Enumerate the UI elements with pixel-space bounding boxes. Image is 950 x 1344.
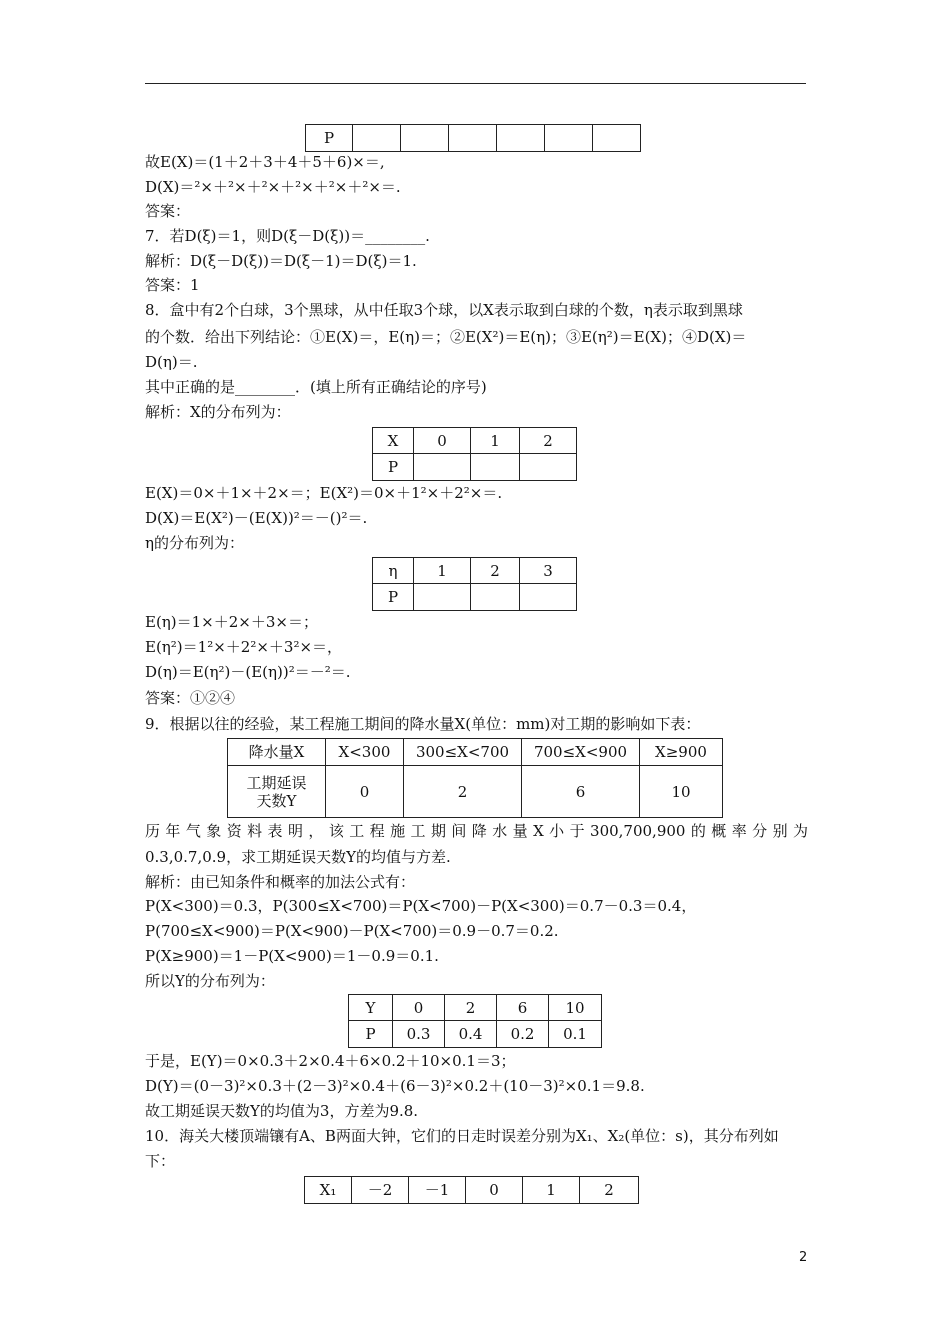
table-cell: 10: [549, 995, 602, 1021]
text-line: P(700≤X<900)＝P(X<900)－P(X<700)＝0.9－0.7＝0.2.: [145, 922, 559, 940]
table-cell: 0.1: [549, 1021, 602, 1048]
table-cell: 0: [466, 1177, 523, 1204]
table-cell: 0.2: [497, 1021, 549, 1048]
table-cell: 0: [393, 995, 445, 1021]
table-cell: [471, 454, 520, 481]
table-cell: [497, 125, 545, 152]
question-9: 9．根据以往的经验，某工程施工期间的降水量X(单位：mm)对工期的影响如下表：: [145, 715, 701, 733]
table-cell: P: [306, 125, 353, 152]
answer-7: 答案：1: [145, 276, 200, 294]
table-x1-distribution: [304, 1176, 639, 1204]
row-label-line-1: 工期延误: [246, 773, 307, 792]
text-line: 解析：D(ξ－D(ξ))＝D(ξ－1)＝D(ξ)＝1.: [145, 252, 417, 270]
table-cell: 6: [522, 766, 640, 818]
answer-8: 答案：①②④: [145, 689, 236, 707]
question-7: 7．若D(ξ)＝1，则D(ξ－D(ξ))＝________.: [145, 227, 430, 245]
table-cell: 10: [640, 766, 723, 818]
table-cell: [593, 125, 641, 152]
table-cell: 6: [497, 995, 549, 1021]
table-cell: 0: [414, 428, 471, 454]
table-cell: 1: [414, 558, 471, 584]
header-rule: [145, 83, 806, 84]
table-cell: [545, 125, 593, 152]
table-cell: 2: [445, 995, 497, 1021]
text-line: D(η)＝E(η²)－(E(η))²＝－²＝.: [145, 663, 351, 681]
table-cell: 2: [471, 558, 520, 584]
table-cell: 0.3: [393, 1021, 445, 1048]
row-label-line-2: 天数Y: [256, 791, 297, 810]
table-cell: 2: [404, 766, 522, 818]
question-10: 10．海关大楼顶端镶有A、B两面大钟，它们的日走时误差分别为X₁、X₂(单位：s)，其分布列如: [145, 1127, 779, 1145]
table-cell: X: [373, 428, 414, 454]
table-cell: 0: [326, 766, 404, 818]
table-cell: P: [349, 1021, 393, 1048]
table-cell: 1: [523, 1177, 580, 1204]
text-line: 0.3,0.7,0.9，求工期延误天数Y的均值与方差.: [145, 848, 451, 866]
page-number: 2: [799, 1250, 808, 1265]
table-cell: [520, 454, 577, 481]
table-cell: －1: [409, 1177, 466, 1204]
table-cell: 0.4: [445, 1021, 497, 1048]
table-cell: 2: [580, 1177, 639, 1204]
table-cell: 3: [520, 558, 577, 584]
text-line: P(X<300)＝0.3，P(300≤X<700)＝P(X<700)－P(X<300)＝0.7－0.3＝0.4，: [145, 897, 697, 915]
text-line: 答案：: [145, 202, 191, 220]
text-line: D(Y)＝(0－3)²×0.3＋(2－3)²×0.4＋(6－3)²×0.2＋(10－3)²×0.1＝9.8.: [145, 1077, 645, 1095]
text-line: 故E(X)＝(1＋2＋3＋4＋5＋6)×＝,: [145, 153, 385, 171]
table-eta-distribution: [372, 557, 577, 611]
text-line: 所以Y的分布列为：: [145, 972, 275, 990]
text-line: E(X)＝0×＋1×＋2×＝；E(X²)＝0×＋1²×＋2²×＝.: [145, 484, 503, 502]
table-cell: Y: [349, 995, 393, 1021]
text-line: 故工期延误天数Y的均值为3，方差为9.8.: [145, 1102, 419, 1120]
table-x-distribution: [372, 427, 577, 481]
table-header-cell: 300≤X<700: [404, 739, 522, 766]
table-cell: 1: [471, 428, 520, 454]
question-8: 8．盒中有2个白球，3个黑球，从中任取3个球，以X表示取到白球的个数，η表示取到黑球: [145, 301, 743, 319]
text-line: D(η)＝.: [145, 353, 198, 371]
table-cell: P: [373, 454, 414, 481]
text-line: 于是，E(Y)＝0×0.3＋2×0.4＋6×0.2＋10×0.1＝3；: [145, 1052, 516, 1070]
text-line: η的分布列为：: [145, 534, 244, 552]
text-line: D(X)＝²×＋²×＋²×＋²×＋²×＋²×＝.: [145, 178, 401, 196]
table-cell: [414, 454, 471, 481]
text-line: 下：: [145, 1152, 176, 1170]
table-cell: [353, 125, 401, 152]
table-y-distribution: [348, 994, 602, 1048]
table-header-cell: X≥900: [640, 739, 723, 766]
table-cell: 2: [520, 428, 577, 454]
table-cell: P: [373, 584, 414, 611]
text-line: 历年气象资料表明，该工程施工期间降水量X小于300,700,900的概率分别为: [145, 822, 808, 840]
table-cell: [414, 584, 471, 611]
text-line: 的个数．给出下列结论：①E(X)＝，E(η)＝；②E(X²)＝E(η)；③E(η²)＝E(X)；④D(X)＝: [145, 328, 747, 346]
text-line: 解析：由已知条件和概率的加法公式有：: [145, 873, 416, 891]
text-line: P(X≥900)＝1－P(X<900)＝1－0.9＝0.1.: [145, 947, 439, 965]
table-cell: [471, 584, 520, 611]
table-header-cell: 降水量X: [228, 739, 326, 766]
text-line: E(η²)＝1²×＋2²×＋3²×＝，: [145, 638, 343, 656]
table-header-cell: X<300: [326, 739, 404, 766]
table-cell: [401, 125, 449, 152]
table-rainfall-delay: [227, 738, 723, 818]
text-line: D(X)＝E(X²)－(E(X))²＝－()²＝.: [145, 509, 368, 527]
text-line: E(η)＝1×＋2×＋3×＝；: [145, 613, 318, 631]
table-cell: X₁: [305, 1177, 352, 1204]
table-row-label: [228, 766, 326, 818]
table-top-p-row: [305, 124, 641, 152]
text-line: 解析：X的分布列为：: [145, 403, 291, 421]
table-cell: [520, 584, 577, 611]
table-cell: η: [373, 558, 414, 584]
table-header-cell: 700≤X<900: [522, 739, 640, 766]
text-line: 其中正确的是________．(填上所有正确结论的序号): [145, 378, 487, 396]
table-cell: －2: [352, 1177, 409, 1204]
table-cell: [449, 125, 497, 152]
